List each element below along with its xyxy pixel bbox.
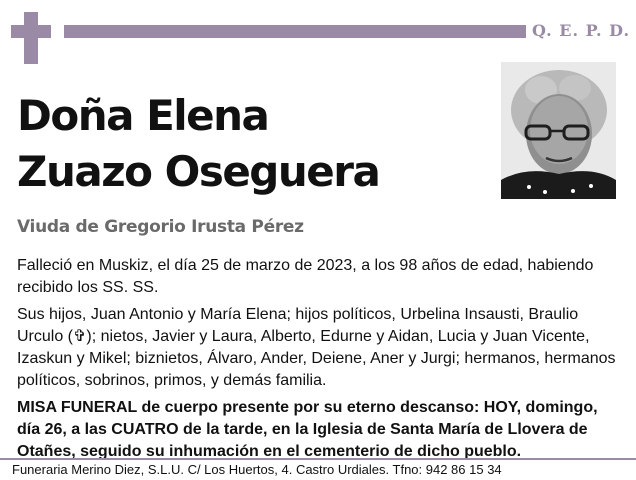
- cross-horizontal-bar: [11, 25, 51, 38]
- cross-vertical-bar: [24, 12, 38, 64]
- notice-body: [17, 255, 622, 468]
- funeral-mass: MISA FUNERAL de cuerpo presente por su eterno descanso: HOY, domingo, día 26, a las CUATRO de la tarde, en la Iglesia de Santa María de Llovera de Otañes, seguido su inhumación en el cementerio de dicho pueblo.: [17, 399, 598, 460]
- family-list: Sus hijos, Juan Antonio y María Elena; hijos políticos, Urbelina Insausti, Braulio Urculo (✞); nietos, Javier y Laura, Alberto, Edurne y Aidan, Lucia y Juan Vicente, Izaskun y Mikel; biznietos, Álvaro, Ander, Deiene, Aner y Jurgi; hermanos, hermanos políticos, sobrinos, primos, y demás familia.: [17, 306, 616, 389]
- widow-of: Viuda de Gregorio Irusta Pérez: [17, 217, 304, 237]
- death-notice: Falleció en Muskiz, el día 25 de marzo de 2023, a los 98 años de edad, habiendo recibido los SS. SS.: [17, 257, 594, 296]
- portrait-photo: [501, 62, 616, 199]
- deceased-name-line2: Zuazo Oseguera: [17, 147, 380, 196]
- deceased-name: [17, 88, 379, 200]
- qepd-label: Q. E. P. D.: [532, 21, 631, 40]
- deceased-name-line1: Doña Elena: [17, 91, 269, 140]
- header-divider: [64, 25, 526, 38]
- funeral-home-footer: Funeraria Merino Diez, S.L.U. C/ Los Huertos, 4. Castro Urdiales. Tfno: 942 86 15 34: [0, 458, 636, 480]
- portrait-image: [501, 62, 616, 199]
